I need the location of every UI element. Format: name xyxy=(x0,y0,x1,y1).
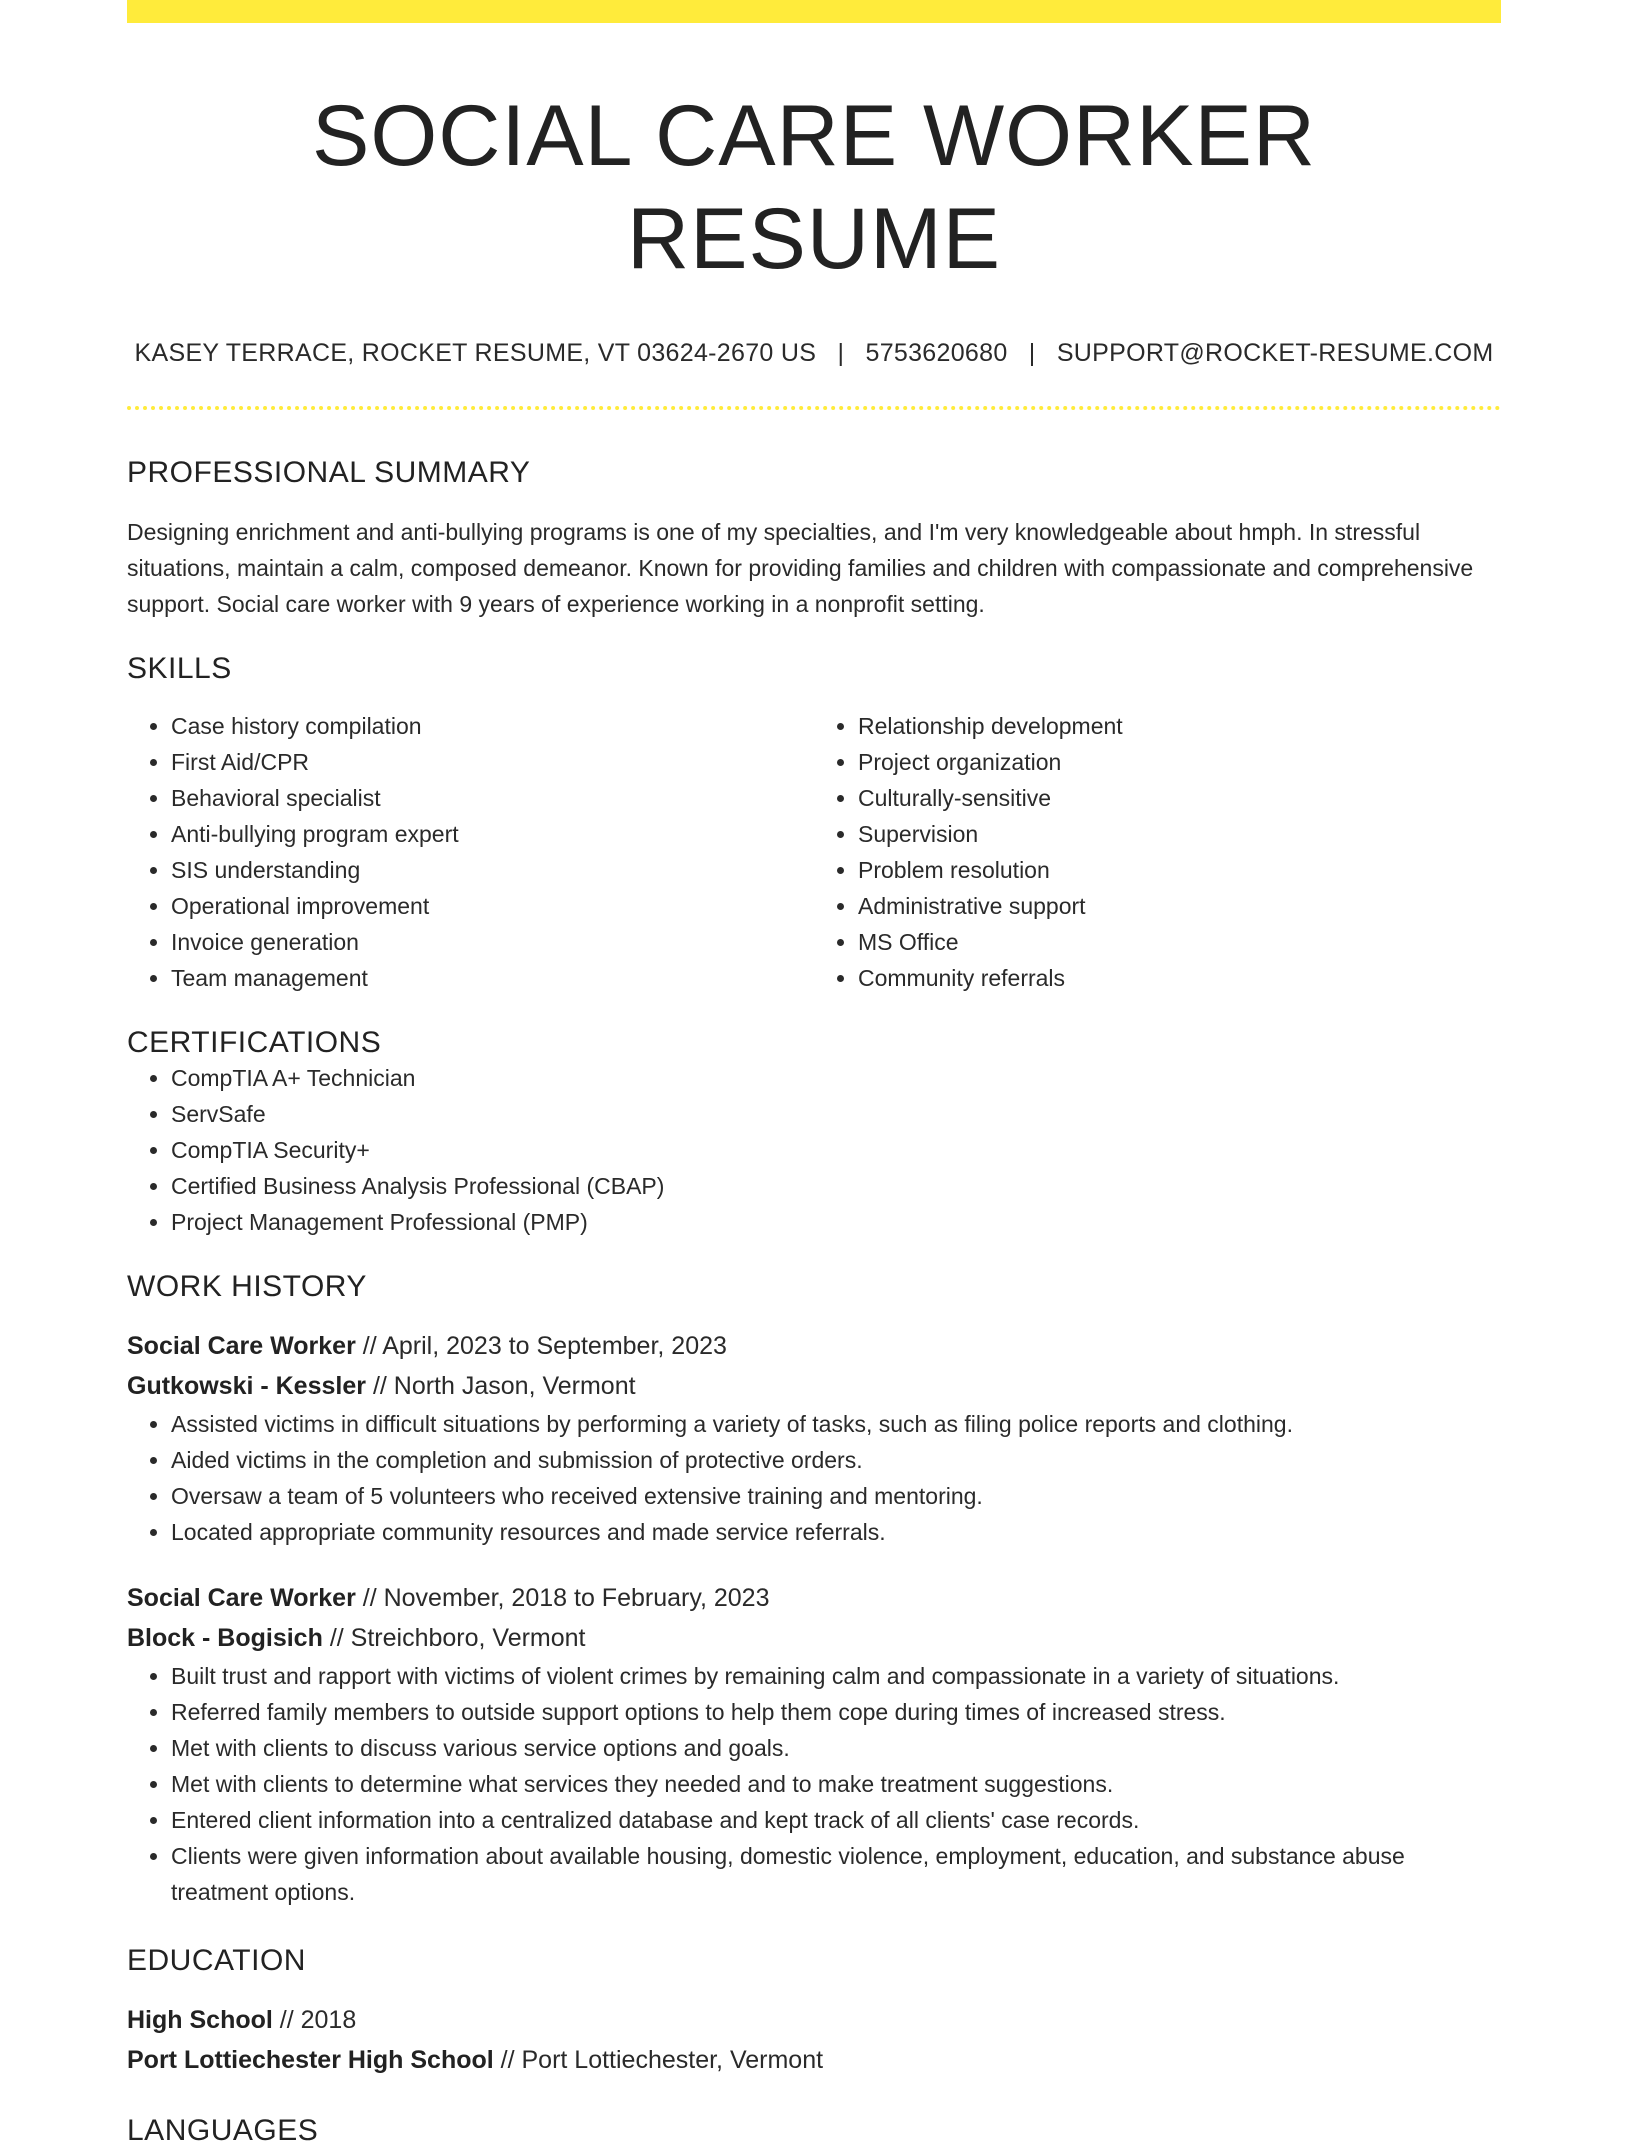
job-duty: • Met with clients to discuss various service options and goals. xyxy=(171,1730,1501,1766)
education-location: // Port Lottiechester, Vermont xyxy=(500,2046,824,2075)
job-dates: // November, 2018 to February, 2023 xyxy=(362,1584,770,1613)
skill-item: • Behavioral specialist xyxy=(171,780,814,816)
job-entry xyxy=(127,1326,1501,1550)
skills-list-left xyxy=(127,708,814,996)
job-location: // Streichboro, Vermont xyxy=(329,1624,586,1653)
dotted-divider xyxy=(127,406,1501,410)
skill-item: • First Aid/CPR xyxy=(171,744,814,780)
education-degree: High School xyxy=(127,2006,273,2035)
job-title: Social Care Worker xyxy=(127,1584,356,1613)
certifications-list xyxy=(127,1060,1501,1240)
job-duty: • Located appropriate community resources and made service referrals. xyxy=(171,1514,1501,1550)
job-duties-list xyxy=(127,1658,1501,1910)
skill-item: • Relationship development xyxy=(858,708,1501,744)
job-duties-list xyxy=(127,1406,1501,1550)
job-dates: // April, 2023 to September, 2023 xyxy=(362,1332,727,1361)
work-history-heading: WORK HISTORY xyxy=(127,1270,367,1304)
job-duty: • Entered client information into a centralized database and kept track of all clients' case records. xyxy=(171,1802,1501,1838)
job-company-line xyxy=(127,1366,1501,1406)
job-duty: • Aided victims in the completion and submission of protective orders. xyxy=(171,1442,1501,1478)
skill-item: • Team management xyxy=(171,960,814,996)
job-duty: • Built trust and rapport with victims of violent crimes by remaining calm and compassionate in a variety of situations. xyxy=(171,1658,1501,1694)
certification-item: • CompTIA Security+ xyxy=(171,1132,1501,1168)
languages-heading: LANGUAGES xyxy=(127,2114,319,2148)
skill-item: • Supervision xyxy=(858,816,1501,852)
skill-item: • SIS understanding xyxy=(171,852,814,888)
certification-item: • Certified Business Analysis Professional (CBAP) xyxy=(171,1168,1501,1204)
certifications-heading: CERTIFICATIONS xyxy=(127,1026,382,1060)
job-company: Gutkowski - Kessler xyxy=(127,1372,366,1401)
education-heading: EDUCATION xyxy=(127,1944,306,1978)
skill-item: • Project organization xyxy=(858,744,1501,780)
job-duty: • Referred family members to outside support options to help them cope during times of increased stress. xyxy=(171,1694,1501,1730)
skill-item: • Problem resolution xyxy=(858,852,1501,888)
certification-item: • CompTIA A+ Technician xyxy=(171,1060,1501,1096)
education-degree-line xyxy=(127,2000,1501,2040)
job-company: Block - Bogisich xyxy=(127,1624,323,1653)
resume-page xyxy=(127,0,1501,2148)
skill-item: • Community referrals xyxy=(858,960,1501,996)
education-school-line xyxy=(127,2040,1501,2080)
education-school: Port Lottiechester High School xyxy=(127,2046,494,2075)
job-duty: • Assisted victims in difficult situations by performing a variety of tasks, such as filing police reports and clothing. xyxy=(171,1406,1501,1442)
job-duty: • Met with clients to determine what services they needed and to make treatment suggestions. xyxy=(171,1766,1501,1802)
job-title: Social Care Worker xyxy=(127,1332,356,1361)
skill-item: • Operational improvement xyxy=(171,888,814,924)
skill-item: • MS Office xyxy=(858,924,1501,960)
job-duty: • Clients were given information about available housing, domestic violence, employment, education, and substance abuse treatment options. xyxy=(171,1838,1501,1910)
job-title-line xyxy=(127,1578,1501,1618)
contact-separator: | xyxy=(1028,339,1036,368)
summary-heading: PROFESSIONAL SUMMARY xyxy=(127,456,531,490)
certification-item: • Project Management Professional (PMP) xyxy=(171,1204,1501,1240)
certification-item: • ServSafe xyxy=(171,1096,1501,1132)
summary-text: Designing enrichment and anti-bullying programs is one of my specialties, and I'm very knowledgeable about hmph. In stressful situations, maintain a calm, composed demeanor. Known for providing families and children with compassionate and comprehensive support. Social care worker with 9 years of experience working in a nonprofit setting. xyxy=(127,519,1474,618)
job-duty: • Oversaw a team of 5 volunteers who received extensive training and mentoring. xyxy=(171,1478,1501,1514)
skills-heading: SKILLS xyxy=(127,652,232,686)
job-entry xyxy=(127,1578,1501,1910)
contact-separator: | xyxy=(837,339,845,368)
skill-item: • Case history compilation xyxy=(171,708,814,744)
resume-title: SOCIAL CARE WORKER RESUME xyxy=(312,88,1316,288)
skill-item: • Culturally-sensitive xyxy=(858,780,1501,816)
job-company-line xyxy=(127,1618,1501,1658)
skills-grid xyxy=(127,708,1501,996)
job-location: // North Jason, Vermont xyxy=(372,1372,636,1401)
contact-email: SUPPORT@ROCKET-RESUME.COM xyxy=(1056,339,1494,368)
skill-item: • Anti-bullying program expert xyxy=(171,816,814,852)
skill-item: • Invoice generation xyxy=(171,924,814,960)
education-year: // 2018 xyxy=(279,2006,357,2035)
skill-item: • Administrative support xyxy=(858,888,1501,924)
contact-line xyxy=(127,339,1501,368)
job-title-line xyxy=(127,1326,1501,1366)
accent-bar xyxy=(127,0,1501,23)
education-entry xyxy=(127,2000,1501,2080)
contact-address: KASEY TERRACE, ROCKET RESUME, VT 03624-2670 US xyxy=(134,339,817,368)
contact-phone: 5753620680 xyxy=(865,339,1008,368)
skills-list-right xyxy=(814,708,1501,996)
